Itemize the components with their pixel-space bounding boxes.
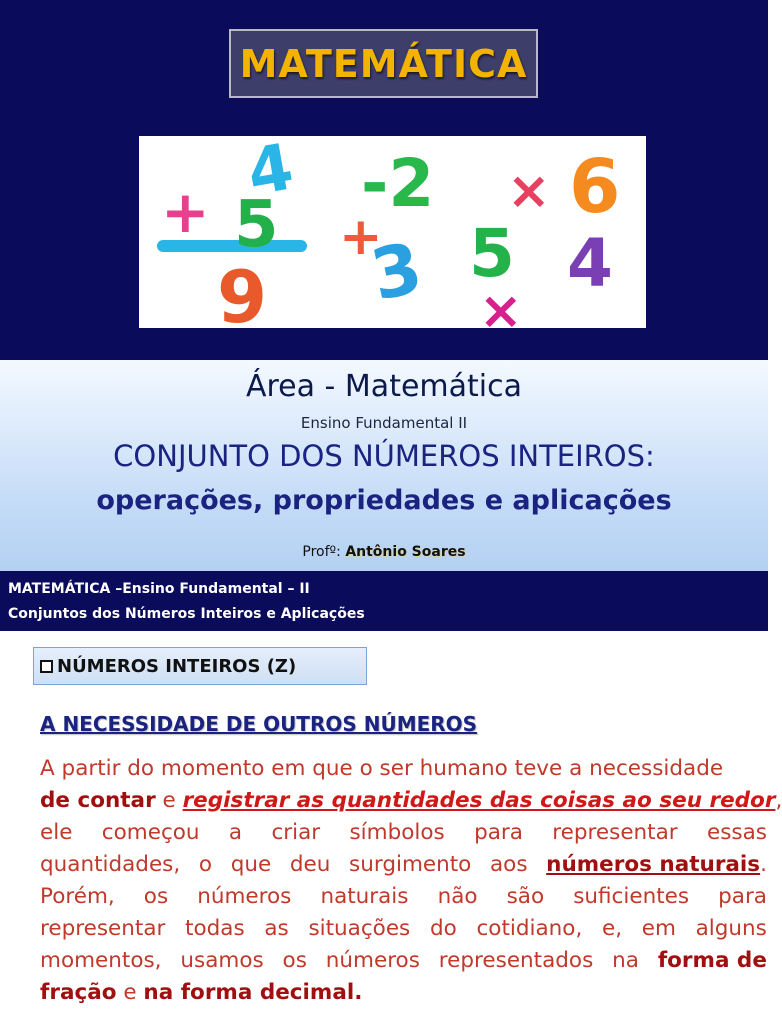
orange-nine-glyph: 9 xyxy=(217,255,268,339)
professor-prefix: Profº: xyxy=(302,544,346,560)
ensino-subtitle: Ensino Fundamental II xyxy=(300,414,468,432)
paragraph-line-5: Porém, os números naturais não são suficientes para xyxy=(40,884,767,909)
professor-line xyxy=(0,544,768,560)
section-title-box xyxy=(33,647,367,685)
orange-plus-glyph: + xyxy=(339,207,383,267)
magenta-times-glyph: × xyxy=(479,281,523,341)
slide-header xyxy=(0,571,768,631)
green-five-glyph: 5 xyxy=(234,188,279,262)
purple-four-glyph: 4 xyxy=(567,225,613,302)
paragraph-line-4: quantidades, o que deu surgimento aos números naturais. xyxy=(40,852,767,877)
subheading: A NECESSIDADE DE OUTROS NÚMEROS xyxy=(40,712,478,736)
title-box xyxy=(229,29,538,98)
paragraph-line-6: representar todas as situações do cotidiano, e, em alguns xyxy=(40,916,767,941)
checkbox-bullet-icon xyxy=(40,660,53,673)
header-line1: MATEMÁTICA –Ensino Fundamental – II xyxy=(8,581,310,597)
paragraph-line-3: ele começou a criar símbolos para representar essas xyxy=(40,820,767,845)
area-title: Área - Matemática xyxy=(245,369,522,404)
cyan-four-glyph: 4 xyxy=(242,130,299,211)
content-slide xyxy=(0,571,782,1024)
paragraph-line-7: momentos, usamos os números representados na forma de xyxy=(40,948,767,973)
green-five-right-glyph: 5 xyxy=(469,215,515,292)
info-panel xyxy=(0,357,768,571)
body-paragraph xyxy=(40,753,782,1009)
pink-times-glyph: × xyxy=(507,161,551,221)
panel-divider xyxy=(0,357,768,360)
blue-three-glyph: 3 xyxy=(364,226,429,317)
main-title-line2: operações, propriedades e aplicações xyxy=(96,485,672,516)
section-title: NÚMEROS INTEIROS (Z) xyxy=(57,655,297,677)
professor-name: Antônio Soares xyxy=(345,544,466,560)
numbers-image xyxy=(139,130,646,341)
paragraph-line-2: de contar e registrar as quantidades das coisas ao seu redor, xyxy=(40,788,782,813)
header-line2: Conjuntos dos Números Inteiros e Aplicações xyxy=(8,606,365,622)
pink-plus-glyph: + xyxy=(161,178,210,246)
paragraph-line-8: fração e na forma decimal. xyxy=(40,980,363,1005)
paragraph-line-1: A partir do momento em que o ser humano teve a necessidade xyxy=(40,756,724,781)
orange-six-glyph: 6 xyxy=(569,144,621,230)
slide-title: MATEMÁTICA xyxy=(239,41,528,86)
green-minus-two-glyph: -2 xyxy=(361,145,435,222)
main-title-line1: CONJUNTO DOS NÚMEROS INTEIROS: xyxy=(113,439,655,473)
